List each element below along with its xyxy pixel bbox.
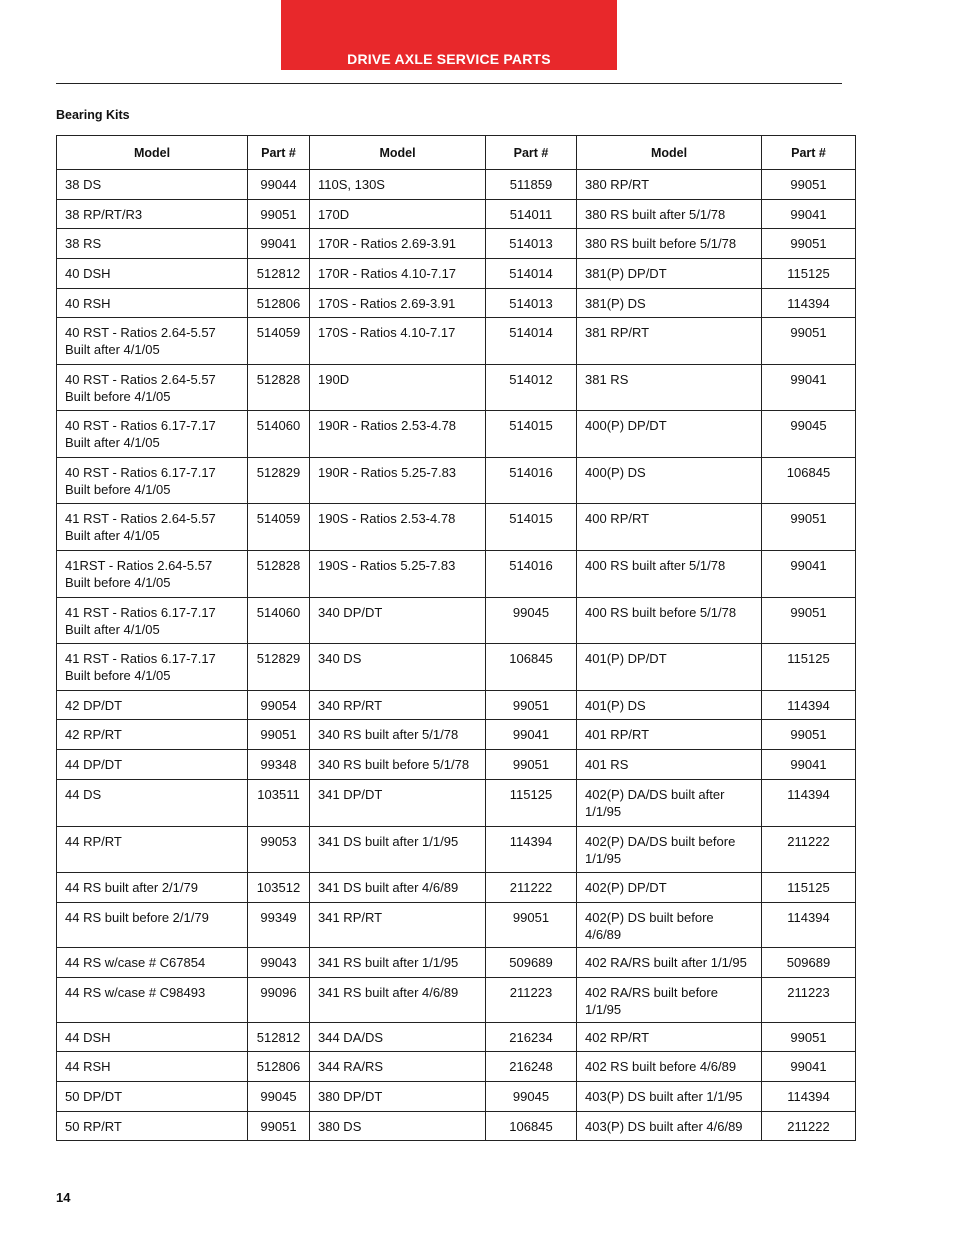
model-text: 41 RST - Ratios 6.17-7.17 — [65, 651, 216, 666]
model-text: 341 DS built after 4/6/89 — [318, 880, 459, 895]
model-text: 40 RST - Ratios 6.17-7.17 — [65, 465, 216, 480]
table-row — [57, 903, 856, 948]
model-cell — [57, 1052, 248, 1082]
model-text: 190R - Ratios 2.53-4.78 — [318, 418, 457, 433]
model-text: 400 RS built before 5/1/78 — [585, 605, 737, 620]
model-cell — [577, 1052, 762, 1082]
model-text: 42 RP/RT — [65, 727, 122, 742]
part-number-cell: 514014 — [486, 259, 577, 289]
model-text: 110S, 130S — [318, 177, 385, 192]
model-cell — [577, 170, 762, 200]
part-number-cell: 216234 — [486, 1023, 577, 1052]
part-number-cell: 514013 — [486, 289, 577, 318]
model-cell — [310, 827, 486, 873]
table-row — [57, 780, 856, 827]
model-cell — [577, 289, 762, 318]
model-text: 401(P) DP/DT — [585, 651, 667, 666]
model-text: 341 RP/RT — [318, 910, 383, 925]
model-text: 1/1/95 — [585, 851, 622, 866]
table-header-row — [57, 136, 856, 170]
model-cell — [310, 1052, 486, 1082]
part-number-cell: 512829 — [248, 458, 310, 504]
model-cell — [577, 827, 762, 873]
table-row — [57, 644, 856, 691]
part-number-cell: 514016 — [486, 458, 577, 504]
part-number-cell: 512828 — [248, 365, 310, 411]
model-text: 403(P) DS built after 1/1/95 — [585, 1089, 743, 1104]
model-cell — [310, 691, 486, 720]
model-text: 340 RS built before 5/1/78 — [318, 757, 470, 772]
model-cell — [577, 200, 762, 229]
model-cell — [310, 318, 486, 365]
model-text: 401 RS — [585, 757, 629, 772]
model-text: 401(P) DS — [585, 698, 646, 713]
part-number-cell: 99096 — [248, 978, 310, 1023]
model-text: Built before 4/1/05 — [65, 668, 171, 683]
model-text: 44 RS built after 2/1/79 — [65, 880, 198, 895]
table-row — [57, 691, 856, 720]
part-number-cell: 514015 — [486, 411, 577, 458]
part-number-cell: 514016 — [486, 551, 577, 598]
model-cell — [57, 691, 248, 720]
model-text: 40 DSH — [65, 266, 111, 281]
model-text: 44 DS — [65, 787, 102, 802]
model-text: 380 RS built after 5/1/78 — [585, 207, 726, 222]
model-text: 344 RA/RS — [318, 1059, 384, 1074]
part-number-cell: 99045 — [486, 598, 577, 644]
model-cell — [577, 948, 762, 978]
model-text: 44 RP/RT — [65, 834, 122, 849]
model-cell — [577, 644, 762, 691]
model-cell — [310, 289, 486, 318]
part-number-cell: 99051 — [762, 598, 856, 644]
model-text: 40 RST - Ratios 2.64-5.57 — [65, 372, 216, 387]
model-cell — [310, 551, 486, 598]
part-number-cell: 514059 — [248, 504, 310, 551]
model-text: Built before 4/1/05 — [65, 482, 171, 497]
model-text: 380 RS built before 5/1/78 — [585, 236, 737, 251]
part-number-cell: 103512 — [248, 873, 310, 903]
header-banner — [281, 0, 617, 70]
column-header-part: Part # — [486, 136, 577, 170]
part-number-cell: 512812 — [248, 259, 310, 289]
model-cell — [577, 598, 762, 644]
table-row — [57, 720, 856, 750]
column-header-model: Model — [310, 136, 486, 170]
model-cell — [577, 365, 762, 411]
model-cell — [577, 691, 762, 720]
model-cell — [310, 873, 486, 903]
model-text: 190R - Ratios 5.25-7.83 — [318, 465, 457, 480]
model-text: Built after 4/1/05 — [65, 342, 160, 357]
model-text: Built after 4/1/05 — [65, 435, 160, 450]
model-cell — [577, 411, 762, 458]
model-text: 40 RSH — [65, 296, 111, 311]
model-cell — [310, 411, 486, 458]
part-number-cell: 99051 — [762, 229, 856, 259]
part-number-cell: 509689 — [486, 948, 577, 978]
model-text: 344 DA/DS — [318, 1030, 384, 1045]
part-number-cell: 106845 — [762, 458, 856, 504]
model-cell — [57, 551, 248, 598]
model-cell — [577, 978, 762, 1023]
model-text: 340 DS — [318, 651, 362, 666]
model-cell — [57, 598, 248, 644]
part-number-cell: 103511 — [248, 780, 310, 827]
model-cell — [57, 504, 248, 551]
part-number-cell: 114394 — [762, 903, 856, 948]
part-number-cell: 99043 — [248, 948, 310, 978]
part-number-cell: 99349 — [248, 903, 310, 948]
column-header-part: Part # — [248, 136, 310, 170]
table-row — [57, 365, 856, 411]
table-row — [57, 200, 856, 229]
model-cell — [57, 411, 248, 458]
part-number-cell: 514014 — [486, 318, 577, 365]
part-number-cell: 99051 — [762, 170, 856, 200]
bearing-kits-table — [56, 135, 856, 1141]
model-text: 381(P) DP/DT — [585, 266, 667, 281]
model-cell — [310, 458, 486, 504]
model-cell — [57, 873, 248, 903]
part-number-cell: 114394 — [486, 827, 577, 873]
model-text: 400 RS built after 5/1/78 — [585, 558, 726, 573]
model-text: 50 DP/DT — [65, 1089, 123, 1104]
model-text: 400(P) DS — [585, 465, 646, 480]
part-number-cell: 512812 — [248, 1023, 310, 1052]
table-row — [57, 978, 856, 1023]
model-cell — [310, 1082, 486, 1112]
model-cell — [577, 551, 762, 598]
part-number-cell: 511859 — [486, 170, 577, 200]
part-number-cell: 99041 — [762, 200, 856, 229]
part-number-cell: 99051 — [248, 720, 310, 750]
part-number-cell: 99053 — [248, 827, 310, 873]
model-cell — [577, 1112, 762, 1141]
model-text: 400 RP/RT — [585, 511, 650, 526]
table-row — [57, 318, 856, 365]
part-number-cell: 115125 — [762, 259, 856, 289]
model-text: 170D — [318, 207, 350, 222]
model-text: 38 RS — [65, 236, 102, 251]
part-number-cell: 114394 — [762, 1082, 856, 1112]
model-cell — [310, 365, 486, 411]
model-cell — [310, 200, 486, 229]
part-number-cell: 99051 — [762, 504, 856, 551]
table-row — [57, 598, 856, 644]
model-text: 170S - Ratios 2.69-3.91 — [318, 296, 456, 311]
page-number: 14 — [56, 1190, 71, 1205]
table-row — [57, 504, 856, 551]
model-cell — [310, 903, 486, 948]
table-body — [57, 170, 856, 1141]
model-text: 400(P) DP/DT — [585, 418, 667, 433]
table-row — [57, 1112, 856, 1141]
model-text: 381 RS — [585, 372, 629, 387]
table-row — [57, 1023, 856, 1052]
model-text: 340 RS built after 5/1/78 — [318, 727, 459, 742]
model-text: 40 RST - Ratios 6.17-7.17 — [65, 418, 216, 433]
part-number-cell: 99041 — [762, 365, 856, 411]
model-cell — [57, 978, 248, 1023]
model-cell — [310, 780, 486, 827]
model-cell — [577, 873, 762, 903]
model-cell — [57, 200, 248, 229]
model-text: 170S - Ratios 4.10-7.17 — [318, 325, 456, 340]
table-row — [57, 827, 856, 873]
model-text: 190S - Ratios 2.53-4.78 — [318, 511, 456, 526]
model-text: Built before 4/1/05 — [65, 575, 171, 590]
model-cell — [310, 644, 486, 691]
model-text: 42 DP/DT — [65, 698, 123, 713]
model-text: 190D — [318, 372, 350, 387]
model-text: 402 RP/RT — [585, 1030, 650, 1045]
model-text: 380 RP/RT — [585, 177, 650, 192]
model-text: 1/1/95 — [585, 804, 622, 819]
model-text: 402 RA/RS built before 1/1/95 — [585, 985, 718, 1017]
table-row — [57, 750, 856, 780]
model-cell — [57, 780, 248, 827]
table-row — [57, 411, 856, 458]
part-number-cell: 99041 — [762, 750, 856, 780]
model-cell — [310, 598, 486, 644]
part-number-cell: 514059 — [248, 318, 310, 365]
model-text: 44 RS built before 2/1/79 — [65, 910, 209, 925]
model-cell — [310, 720, 486, 750]
model-text: 402(P) DA/DS built after — [585, 787, 725, 802]
table-row — [57, 289, 856, 318]
model-text: 44 RS w/case # C67854 — [65, 955, 206, 970]
model-text: 50 RP/RT — [65, 1119, 122, 1134]
model-text: 402 RA/RS built after 1/1/95 — [585, 955, 747, 970]
model-text: 190S - Ratios 5.25-7.83 — [318, 558, 456, 573]
model-text: 340 DP/DT — [318, 605, 383, 620]
table-row — [57, 458, 856, 504]
part-number-cell: 106845 — [486, 1112, 577, 1141]
section-title: Bearing Kits — [56, 108, 130, 122]
model-text: 170R - Ratios 2.69-3.91 — [318, 236, 457, 251]
part-number-cell: 99041 — [762, 1052, 856, 1082]
model-cell — [57, 365, 248, 411]
part-number-cell: 514060 — [248, 411, 310, 458]
model-text: 44 RSH — [65, 1059, 111, 1074]
model-cell — [57, 948, 248, 978]
model-cell — [57, 827, 248, 873]
header-rule — [56, 83, 842, 84]
part-number-cell: 99045 — [486, 1082, 577, 1112]
header-title: DRIVE AXLE SERVICE PARTS — [347, 51, 551, 67]
model-text: 44 RS w/case # C98493 — [65, 985, 206, 1000]
table-row — [57, 170, 856, 200]
part-number-cell: 514013 — [486, 229, 577, 259]
part-number-cell: 211223 — [762, 978, 856, 1023]
part-number-cell: 99041 — [762, 551, 856, 598]
part-number-cell: 514012 — [486, 365, 577, 411]
part-number-cell: 115125 — [762, 644, 856, 691]
part-number-cell: 106845 — [486, 644, 577, 691]
table-row — [57, 551, 856, 598]
model-text: 40 RST - Ratios 2.64-5.57 — [65, 325, 216, 340]
model-text: 341 DS built after 1/1/95 — [318, 834, 459, 849]
model-cell — [57, 458, 248, 504]
model-cell — [577, 780, 762, 827]
model-cell — [57, 1112, 248, 1141]
part-number-cell: 99348 — [248, 750, 310, 780]
table-row — [57, 873, 856, 903]
part-number-cell: 99041 — [486, 720, 577, 750]
part-number-cell: 512806 — [248, 289, 310, 318]
part-number-cell: 114394 — [762, 780, 856, 827]
model-text: 38 DS — [65, 177, 102, 192]
model-cell — [57, 644, 248, 691]
part-number-cell: 514015 — [486, 504, 577, 551]
part-number-cell: 509689 — [762, 948, 856, 978]
model-text: 402 RS built before 4/6/89 — [585, 1059, 737, 1074]
model-cell — [310, 750, 486, 780]
part-number-cell: 114394 — [762, 691, 856, 720]
part-number-cell: 99051 — [486, 750, 577, 780]
model-text: Built after 4/1/05 — [65, 622, 160, 637]
model-cell — [57, 1023, 248, 1052]
part-number-cell: 115125 — [762, 873, 856, 903]
model-cell — [310, 978, 486, 1023]
column-header-model: Model — [577, 136, 762, 170]
part-number-cell: 512828 — [248, 551, 310, 598]
model-cell — [577, 720, 762, 750]
part-number-cell: 216248 — [486, 1052, 577, 1082]
part-number-cell: 99045 — [762, 411, 856, 458]
part-number-cell: 99051 — [762, 318, 856, 365]
column-header-part: Part # — [762, 136, 856, 170]
model-cell — [57, 289, 248, 318]
part-number-cell: 99044 — [248, 170, 310, 200]
part-number-cell: 114394 — [762, 289, 856, 318]
model-cell — [57, 750, 248, 780]
part-number-cell: 99045 — [248, 1082, 310, 1112]
table-row — [57, 229, 856, 259]
model-cell — [310, 1023, 486, 1052]
model-cell — [310, 259, 486, 289]
model-text: 170R - Ratios 4.10-7.17 — [318, 266, 457, 281]
part-number-cell: 99051 — [248, 200, 310, 229]
model-text: Built before 4/1/05 — [65, 389, 171, 404]
part-number-cell: 211222 — [762, 1112, 856, 1141]
table-row — [57, 948, 856, 978]
model-cell — [577, 1082, 762, 1112]
part-number-cell: 514060 — [248, 598, 310, 644]
part-number-cell: 211222 — [486, 873, 577, 903]
model-cell — [577, 458, 762, 504]
model-text: 380 DP/DT — [318, 1089, 383, 1104]
part-number-cell: 99051 — [486, 691, 577, 720]
model-cell — [577, 903, 762, 948]
model-cell — [310, 229, 486, 259]
column-header-model: Model — [57, 136, 248, 170]
part-number-cell: 99054 — [248, 691, 310, 720]
model-text: 403(P) DS built after 4/6/89 — [585, 1119, 743, 1134]
model-text: 402(P) DA/DS built before — [585, 834, 736, 849]
model-cell — [57, 259, 248, 289]
model-cell — [577, 1023, 762, 1052]
table-row — [57, 1052, 856, 1082]
model-cell — [310, 170, 486, 200]
part-number-cell: 115125 — [486, 780, 577, 827]
model-cell — [577, 504, 762, 551]
part-number-cell: 99051 — [486, 903, 577, 948]
model-text: 341 RS built after 1/1/95 — [318, 955, 459, 970]
model-cell — [57, 720, 248, 750]
model-cell — [57, 1082, 248, 1112]
part-number-cell: 512806 — [248, 1052, 310, 1082]
part-number-cell: 99051 — [248, 1112, 310, 1141]
model-text: 44 DP/DT — [65, 757, 123, 772]
part-number-cell: 514011 — [486, 200, 577, 229]
model-cell — [577, 750, 762, 780]
model-text: Built after 4/1/05 — [65, 528, 160, 543]
part-number-cell: 99041 — [248, 229, 310, 259]
model-text: 41 RST - Ratios 6.17-7.17 — [65, 605, 216, 620]
model-text: 341 RS built after 4/6/89 — [318, 985, 459, 1000]
model-text: 401 RP/RT — [585, 727, 650, 742]
table-row — [57, 259, 856, 289]
model-cell — [577, 318, 762, 365]
model-text: 38 RP/RT/R3 — [65, 207, 143, 222]
model-cell — [57, 170, 248, 200]
model-text: 402(P) DS built before 4/6/89 — [585, 910, 714, 942]
model-text: 380 DS — [318, 1119, 362, 1134]
model-cell — [577, 229, 762, 259]
part-number-cell: 211222 — [762, 827, 856, 873]
model-cell — [310, 1112, 486, 1141]
model-text: 402(P) DP/DT — [585, 880, 667, 895]
model-cell — [577, 259, 762, 289]
model-cell — [310, 948, 486, 978]
model-cell — [57, 318, 248, 365]
model-text: 381 RP/RT — [585, 325, 650, 340]
model-text: 41RST - Ratios 2.64-5.57 — [65, 558, 213, 573]
model-text: 44 DSH — [65, 1030, 111, 1045]
model-text: 41 RST - Ratios 2.64-5.57 — [65, 511, 216, 526]
table-row — [57, 1082, 856, 1112]
part-number-cell: 211223 — [486, 978, 577, 1023]
part-number-cell: 512829 — [248, 644, 310, 691]
model-cell — [57, 903, 248, 948]
model-text: 341 DP/DT — [318, 787, 383, 802]
model-text: 340 RP/RT — [318, 698, 383, 713]
part-number-cell: 99051 — [762, 1023, 856, 1052]
model-cell — [57, 229, 248, 259]
part-number-cell: 99051 — [762, 720, 856, 750]
model-cell — [310, 504, 486, 551]
model-text: 381(P) DS — [585, 296, 646, 311]
